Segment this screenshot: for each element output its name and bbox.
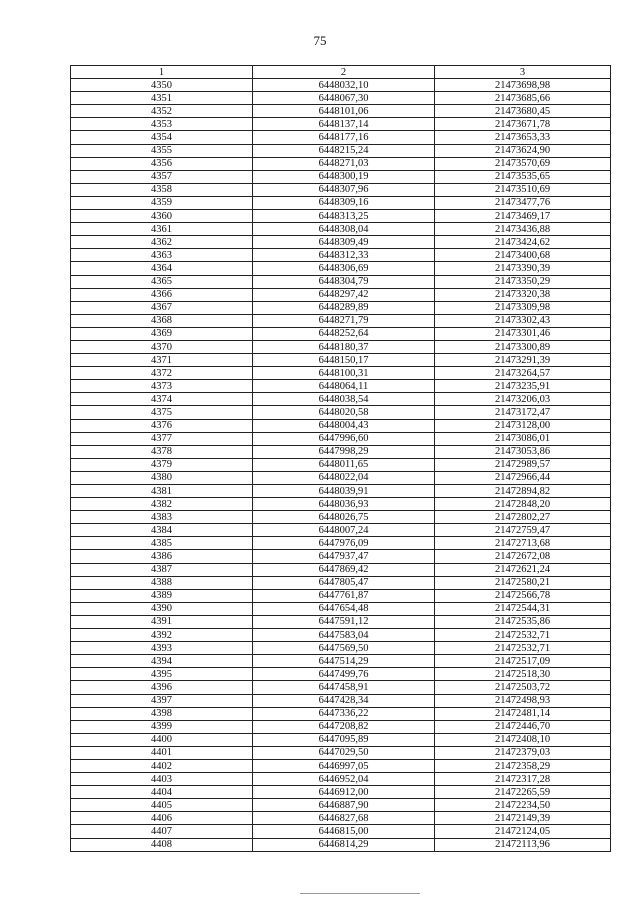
coordinate-y-cell: 21473053,86 [435, 445, 611, 458]
coordinate-x-cell: 6448307,96 [253, 183, 435, 196]
table-row [71, 196, 611, 209]
coordinate-y-cell: 21473302,43 [435, 314, 611, 327]
coordinate-y-cell: 21472498,93 [435, 694, 611, 707]
table-row [71, 812, 611, 825]
table-row [71, 118, 611, 131]
footer-divider [300, 893, 420, 894]
coordinate-x-cell: 6447095,89 [253, 733, 435, 746]
table-row [71, 275, 611, 288]
coordinate-y-cell: 21473680,45 [435, 105, 611, 118]
table-row [71, 602, 611, 615]
coordinate-y-cell: 21473390,39 [435, 262, 611, 275]
coordinate-x-cell: 6447976,09 [253, 537, 435, 550]
coordinate-y-cell: 21472802,27 [435, 511, 611, 524]
point-number-cell: 4356 [71, 157, 253, 170]
coordinate-y-cell: 21472518,30 [435, 668, 611, 681]
point-number-cell: 4368 [71, 314, 253, 327]
coordinate-x-cell: 6448007,24 [253, 524, 435, 537]
coordinate-x-cell: 6446912,00 [253, 786, 435, 799]
coordinate-y-cell: 21472532,71 [435, 642, 611, 655]
coordinate-y-cell: 21472966,44 [435, 471, 611, 484]
coordinate-y-cell: 21473653,33 [435, 131, 611, 144]
point-number-cell: 4384 [71, 524, 253, 537]
point-number-cell: 4406 [71, 812, 253, 825]
point-number-cell: 4376 [71, 419, 253, 432]
point-number-cell: 4403 [71, 773, 253, 786]
coordinate-y-cell: 21472713,68 [435, 537, 611, 550]
coordinate-y-cell: 21472517,09 [435, 655, 611, 668]
point-number-cell: 4369 [71, 327, 253, 340]
point-number-cell: 4358 [71, 183, 253, 196]
point-number-cell: 4407 [71, 825, 253, 838]
table-row [71, 537, 611, 550]
table-row [71, 223, 611, 236]
coordinate-y-cell: 21472265,59 [435, 786, 611, 799]
table-row [71, 550, 611, 563]
coordinate-y-cell: 21472894,82 [435, 485, 611, 498]
coordinate-x-cell: 6446815,00 [253, 825, 435, 838]
table-row [71, 157, 611, 170]
table-row [71, 707, 611, 720]
point-number-cell: 4402 [71, 759, 253, 772]
coordinate-y-cell: 21473086,01 [435, 432, 611, 445]
point-number-cell: 4391 [71, 615, 253, 628]
table-row [71, 327, 611, 340]
point-number-cell: 4387 [71, 563, 253, 576]
point-number-cell: 4360 [71, 210, 253, 223]
point-number-cell: 4370 [71, 340, 253, 353]
coordinate-y-cell: 21473172,47 [435, 406, 611, 419]
table-header-row [71, 66, 611, 79]
coordinate-y-cell: 21472234,50 [435, 799, 611, 812]
point-number-cell: 4371 [71, 354, 253, 367]
column-header-2: 2 [253, 66, 435, 79]
coordinate-x-cell: 6446887,90 [253, 799, 435, 812]
coordinate-x-cell: 6448137,14 [253, 118, 435, 131]
table-row [71, 576, 611, 589]
table-row [71, 92, 611, 105]
point-number-cell: 4350 [71, 79, 253, 92]
coordinate-y-cell: 21472535,86 [435, 615, 611, 628]
point-number-cell: 4399 [71, 720, 253, 733]
coordinate-y-cell: 21472124,05 [435, 825, 611, 838]
coordinate-x-cell: 6447499,76 [253, 668, 435, 681]
table-row [71, 498, 611, 511]
coordinate-y-cell: 21473301,46 [435, 327, 611, 340]
point-number-cell: 4377 [71, 432, 253, 445]
coordinate-y-cell: 21473424,62 [435, 236, 611, 249]
coordinate-x-cell: 6447869,42 [253, 563, 435, 576]
table-row [71, 471, 611, 484]
point-number-cell: 4367 [71, 301, 253, 314]
point-number-cell: 4397 [71, 694, 253, 707]
point-number-cell: 4381 [71, 485, 253, 498]
table-row [71, 354, 611, 367]
coordinate-y-cell: 21473624,90 [435, 144, 611, 157]
table-row [71, 511, 611, 524]
point-number-cell: 4404 [71, 786, 253, 799]
coordinate-x-cell: 6448309,49 [253, 236, 435, 249]
coordinate-y-cell: 21473698,98 [435, 79, 611, 92]
coordinate-y-cell: 21472566,78 [435, 589, 611, 602]
coordinate-y-cell: 21473128,00 [435, 419, 611, 432]
coordinate-x-cell: 6448150,17 [253, 354, 435, 367]
coordinate-x-cell: 6446997,05 [253, 759, 435, 772]
point-number-cell: 4379 [71, 458, 253, 471]
coordinate-x-cell: 6446814,29 [253, 838, 435, 851]
table-row [71, 170, 611, 183]
coordinate-x-cell: 6448297,42 [253, 288, 435, 301]
point-number-cell: 4401 [71, 746, 253, 759]
table-row [71, 733, 611, 746]
coordinate-y-cell: 21472989,57 [435, 458, 611, 471]
coordinate-x-cell: 6447996,60 [253, 432, 435, 445]
coordinate-y-cell: 21473671,78 [435, 118, 611, 131]
point-number-cell: 4398 [71, 707, 253, 720]
coordinate-y-cell: 21472446,70 [435, 720, 611, 733]
coordinate-x-cell: 6448300,19 [253, 170, 435, 183]
point-number-cell: 4355 [71, 144, 253, 157]
point-number-cell: 4388 [71, 576, 253, 589]
table-row [71, 79, 611, 92]
coordinate-x-cell: 6447761,87 [253, 589, 435, 602]
point-number-cell: 4405 [71, 799, 253, 812]
point-number-cell: 4390 [71, 602, 253, 615]
point-number-cell: 4378 [71, 445, 253, 458]
point-number-cell: 4382 [71, 498, 253, 511]
coordinate-x-cell: 6448026,75 [253, 511, 435, 524]
table-row [71, 524, 611, 537]
coordinate-x-cell: 6448004,43 [253, 419, 435, 432]
coordinate-x-cell: 6447428,34 [253, 694, 435, 707]
table-row [71, 419, 611, 432]
coordinate-x-cell: 6448064,11 [253, 380, 435, 393]
table-row [71, 393, 611, 406]
table-row [71, 262, 611, 275]
coordinate-x-cell: 6448308,04 [253, 223, 435, 236]
coordinate-y-cell: 21473400,68 [435, 249, 611, 262]
point-number-cell: 4395 [71, 668, 253, 681]
table-row [71, 563, 611, 576]
coordinate-x-cell: 6447029,50 [253, 746, 435, 759]
table-row [71, 458, 611, 471]
point-number-cell: 4362 [71, 236, 253, 249]
table-row [71, 720, 611, 733]
coordinate-y-cell: 21473685,66 [435, 92, 611, 105]
table-row [71, 367, 611, 380]
coordinate-y-cell: 21473469,17 [435, 210, 611, 223]
table-row [71, 340, 611, 353]
point-number-cell: 4392 [71, 629, 253, 642]
coordinate-y-cell: 21472358,29 [435, 759, 611, 772]
point-number-cell: 4389 [71, 589, 253, 602]
table-row [71, 314, 611, 327]
table-row [71, 288, 611, 301]
coordinate-y-cell: 21473350,29 [435, 275, 611, 288]
coordinate-x-cell: 6447805,47 [253, 576, 435, 589]
coordinate-y-cell: 21472580,21 [435, 576, 611, 589]
coordinate-y-cell: 21473235,91 [435, 380, 611, 393]
table-row [71, 746, 611, 759]
table-row [71, 183, 611, 196]
table-row [71, 249, 611, 262]
table-row [71, 615, 611, 628]
coordinate-y-cell: 21472759,47 [435, 524, 611, 537]
table-row [71, 144, 611, 157]
coordinate-y-cell: 21473264,57 [435, 367, 611, 380]
point-number-cell: 4394 [71, 655, 253, 668]
coordinate-x-cell: 6447937,47 [253, 550, 435, 563]
point-number-cell: 4357 [71, 170, 253, 183]
coordinate-x-cell: 6447583,04 [253, 629, 435, 642]
table-row [71, 668, 611, 681]
coordinate-x-cell: 6447336,22 [253, 707, 435, 720]
coordinate-y-cell: 21472379,03 [435, 746, 611, 759]
coordinate-x-cell: 6448306,69 [253, 262, 435, 275]
table-row [71, 485, 611, 498]
coordinate-x-cell: 6448022,04 [253, 471, 435, 484]
coordinate-y-cell: 21473436,88 [435, 223, 611, 236]
point-number-cell: 4374 [71, 393, 253, 406]
coordinate-x-cell: 6448067,30 [253, 92, 435, 105]
coordinate-x-cell: 6448271,79 [253, 314, 435, 327]
coordinate-y-cell: 21473510,69 [435, 183, 611, 196]
coordinate-x-cell: 6448289,89 [253, 301, 435, 314]
point-number-cell: 4353 [71, 118, 253, 131]
point-number-cell: 4365 [71, 275, 253, 288]
table-row [71, 380, 611, 393]
point-number-cell: 4351 [71, 92, 253, 105]
coordinate-y-cell: 21472481,14 [435, 707, 611, 720]
table-row [71, 642, 611, 655]
coordinate-y-cell: 21473320,38 [435, 288, 611, 301]
point-number-cell: 4372 [71, 367, 253, 380]
table-row [71, 694, 611, 707]
coordinate-x-cell: 6448032,10 [253, 79, 435, 92]
coordinate-y-cell: 21472672,08 [435, 550, 611, 563]
table-row [71, 773, 611, 786]
coordinate-y-cell: 21472149,39 [435, 812, 611, 825]
coordinate-x-cell: 6448180,37 [253, 340, 435, 353]
coordinate-y-cell: 21473477,76 [435, 196, 611, 209]
coordinate-y-cell: 21472532,71 [435, 629, 611, 642]
table-row [71, 759, 611, 772]
table-row [71, 629, 611, 642]
coordinate-y-cell: 21472113,96 [435, 838, 611, 851]
table-row [71, 131, 611, 144]
table-row [71, 786, 611, 799]
point-number-cell: 4366 [71, 288, 253, 301]
coordinate-y-cell: 21472544,31 [435, 602, 611, 615]
point-number-cell: 4373 [71, 380, 253, 393]
table-row [71, 799, 611, 812]
point-number-cell: 4380 [71, 471, 253, 484]
coordinate-y-cell: 21472848,20 [435, 498, 611, 511]
table-row [71, 445, 611, 458]
coordinate-y-cell: 21472621,24 [435, 563, 611, 576]
coordinate-y-cell: 21472503,72 [435, 681, 611, 694]
coordinate-x-cell: 6448271,03 [253, 157, 435, 170]
point-number-cell: 4361 [71, 223, 253, 236]
coordinate-y-cell: 21473535,65 [435, 170, 611, 183]
coordinate-x-cell: 6448100,31 [253, 367, 435, 380]
coordinate-x-cell: 6446827,68 [253, 812, 435, 825]
coordinate-x-cell: 6448309,16 [253, 196, 435, 209]
table-row [71, 236, 611, 249]
coordinates-table [70, 65, 611, 852]
table-row [71, 655, 611, 668]
table-row [71, 838, 611, 851]
coordinate-x-cell: 6448177,16 [253, 131, 435, 144]
table-row [71, 681, 611, 694]
coordinate-y-cell: 21472317,28 [435, 773, 611, 786]
coordinate-x-cell: 6447998,29 [253, 445, 435, 458]
table-row [71, 301, 611, 314]
point-number-cell: 4386 [71, 550, 253, 563]
point-number-cell: 4375 [71, 406, 253, 419]
coordinate-x-cell: 6448313,25 [253, 210, 435, 223]
coordinate-x-cell: 6446952,04 [253, 773, 435, 786]
page-number: 75 [313, 33, 327, 48]
coordinate-x-cell: 6447591,12 [253, 615, 435, 628]
coordinate-y-cell: 21473206,03 [435, 393, 611, 406]
point-number-cell: 4408 [71, 838, 253, 851]
table-row [71, 825, 611, 838]
point-number-cell: 4359 [71, 196, 253, 209]
coordinate-x-cell: 6448215,24 [253, 144, 435, 157]
point-number-cell: 4383 [71, 511, 253, 524]
coordinate-x-cell: 6447569,50 [253, 642, 435, 655]
point-number-cell: 4400 [71, 733, 253, 746]
coordinate-x-cell: 6448252,64 [253, 327, 435, 340]
coordinate-y-cell: 21473309,98 [435, 301, 611, 314]
column-header-1: 1 [71, 66, 253, 79]
point-number-cell: 4352 [71, 105, 253, 118]
table-body [71, 79, 611, 852]
column-header-3: 3 [435, 66, 611, 79]
coordinate-x-cell: 6448039,91 [253, 485, 435, 498]
coordinate-x-cell: 6447654,48 [253, 602, 435, 615]
coordinate-x-cell: 6447458,91 [253, 681, 435, 694]
coordinate-y-cell: 21472408,10 [435, 733, 611, 746]
point-number-cell: 4396 [71, 681, 253, 694]
coordinate-x-cell: 6447514,29 [253, 655, 435, 668]
coordinate-x-cell: 6448038,54 [253, 393, 435, 406]
table-row [71, 105, 611, 118]
coordinate-x-cell: 6448312,33 [253, 249, 435, 262]
point-number-cell: 4354 [71, 131, 253, 144]
point-number-cell: 4385 [71, 537, 253, 550]
coordinate-x-cell: 6448011,65 [253, 458, 435, 471]
table-row [71, 589, 611, 602]
point-number-cell: 4393 [71, 642, 253, 655]
coordinate-y-cell: 21473291,39 [435, 354, 611, 367]
coordinate-x-cell: 6448304,79 [253, 275, 435, 288]
coordinate-x-cell: 6448036,93 [253, 498, 435, 511]
coordinate-y-cell: 21473570,69 [435, 157, 611, 170]
table-row [71, 432, 611, 445]
coordinate-y-cell: 21473300,89 [435, 340, 611, 353]
coordinate-x-cell: 6447208,82 [253, 720, 435, 733]
table-row [71, 210, 611, 223]
point-number-cell: 4364 [71, 262, 253, 275]
coordinate-x-cell: 6448101,06 [253, 105, 435, 118]
table-row [71, 406, 611, 419]
coordinate-x-cell: 6448020,58 [253, 406, 435, 419]
point-number-cell: 4363 [71, 249, 253, 262]
